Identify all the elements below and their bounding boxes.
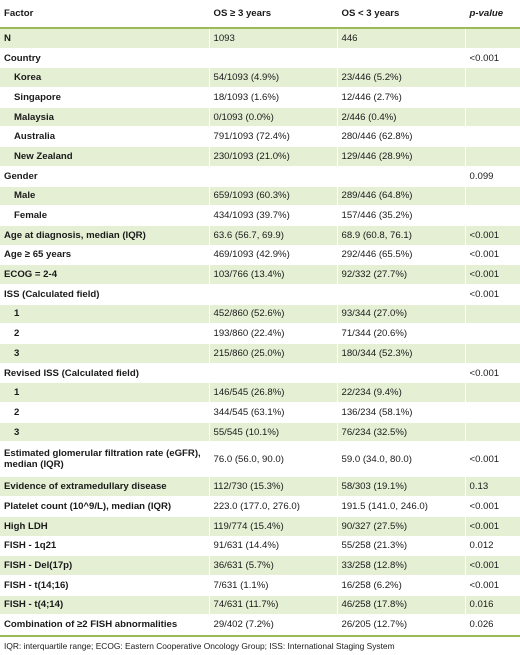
row-label: 3: [0, 422, 209, 442]
row-label: Male: [0, 186, 209, 206]
table-row: [0, 595, 520, 615]
cell-p-value: [465, 88, 520, 108]
cell-p-value: 0.012: [465, 536, 520, 556]
cell-os-ge-3-years: 469/1093 (42.9%): [209, 245, 337, 265]
table-row: [0, 615, 520, 635]
row-label: Country: [0, 48, 209, 68]
cell-os-lt-3-years: 68.9 (60.8, 76.1): [337, 225, 465, 245]
cell-p-value: <0.001: [465, 284, 520, 304]
cell-os-lt-3-years: 289/446 (64.8%): [337, 186, 465, 206]
cell-p-value: [465, 383, 520, 403]
cell-p-value: [465, 147, 520, 167]
cell-p-value: [465, 186, 520, 206]
cell-p-value: <0.001: [465, 516, 520, 536]
cell-p-value: [465, 68, 520, 88]
cell-os-lt-3-years: 129/446 (28.9%): [337, 147, 465, 167]
cell-os-ge-3-years: 1093: [209, 28, 337, 48]
row-label: Evidence of extramedullary disease: [0, 477, 209, 497]
cell-os-lt-3-years: 93/344 (27.0%): [337, 304, 465, 324]
cell-os-ge-3-years: 91/631 (14.4%): [209, 536, 337, 556]
row-label: Age at diagnosis, median (IQR): [0, 225, 209, 245]
table-row: [0, 147, 520, 167]
cell-p-value: <0.001: [465, 48, 520, 68]
cell-os-ge-3-years: 344/545 (63.1%): [209, 403, 337, 423]
cell-p-value: 0.13: [465, 477, 520, 497]
cell-p-value: [465, 304, 520, 324]
cell-p-value: <0.001: [465, 245, 520, 265]
table-row: [0, 88, 520, 108]
cell-p-value: 0.026: [465, 615, 520, 635]
table-header: [0, 0, 520, 28]
cell-os-ge-3-years: 76.0 (56.0, 90.0): [209, 442, 337, 477]
row-label: 2: [0, 324, 209, 344]
table-row: [0, 28, 520, 48]
cell-p-value: <0.001: [465, 442, 520, 477]
cell-os-lt-3-years: 76/234 (32.5%): [337, 422, 465, 442]
cell-os-lt-3-years: 180/344 (52.3%): [337, 344, 465, 364]
cell-p-value: [465, 28, 520, 48]
cell-os-ge-3-years: 215/860 (25.0%): [209, 344, 337, 364]
header-p-value: p-value: [465, 0, 520, 28]
row-label: Gender: [0, 166, 209, 186]
table-row: [0, 48, 520, 68]
cell-os-ge-3-years: 54/1093 (4.9%): [209, 68, 337, 88]
cell-p-value: 0.099: [465, 166, 520, 186]
table-row: [0, 556, 520, 576]
cell-os-lt-3-years: 58/303 (19.1%): [337, 477, 465, 497]
cell-os-lt-3-years: 71/344 (20.6%): [337, 324, 465, 344]
cell-os-lt-3-years: [337, 284, 465, 304]
cell-os-ge-3-years: 18/1093 (1.6%): [209, 88, 337, 108]
cell-os-ge-3-years: 223.0 (177.0, 276.0): [209, 497, 337, 517]
row-label: Malaysia: [0, 107, 209, 127]
table-row: [0, 304, 520, 324]
table-row: [0, 127, 520, 147]
cell-p-value: [465, 403, 520, 423]
cell-os-ge-3-years: 452/860 (52.6%): [209, 304, 337, 324]
cell-p-value: <0.001: [465, 556, 520, 576]
cell-os-lt-3-years: 157/446 (35.2%): [337, 206, 465, 226]
cell-os-lt-3-years: 90/327 (27.5%): [337, 516, 465, 536]
cell-os-ge-3-years: 146/545 (26.8%): [209, 383, 337, 403]
table-row: [0, 245, 520, 265]
table-footnote: IQR: interquartile range; ECOG: Eastern Cooperative Oncology Group; ISS: International Staging System: [0, 635, 520, 655]
cell-os-ge-3-years: 193/860 (22.4%): [209, 324, 337, 344]
table-row: [0, 575, 520, 595]
cell-os-ge-3-years: 7/631 (1.1%): [209, 575, 337, 595]
row-label: Australia: [0, 127, 209, 147]
header-factor: Factor: [0, 0, 209, 28]
cell-p-value: <0.001: [465, 497, 520, 517]
row-label: N: [0, 28, 209, 48]
cell-p-value: <0.001: [465, 575, 520, 595]
cell-os-ge-3-years: [209, 48, 337, 68]
cell-os-lt-3-years: 22/234 (9.4%): [337, 383, 465, 403]
table-row: [0, 344, 520, 364]
cell-os-ge-3-years: 659/1093 (60.3%): [209, 186, 337, 206]
cell-os-ge-3-years: 119/774 (15.4%): [209, 516, 337, 536]
cell-os-lt-3-years: [337, 363, 465, 383]
table-row: [0, 442, 520, 477]
cell-os-lt-3-years: 92/332 (27.7%): [337, 265, 465, 285]
row-label: Singapore: [0, 88, 209, 108]
cell-os-ge-3-years: 791/1093 (72.4%): [209, 127, 337, 147]
table-row: [0, 68, 520, 88]
row-label: Estimated glomerular filtration rate (eGFR), median (IQR): [0, 442, 209, 477]
header-os-ge-3-years: OS ≥ 3 years: [209, 0, 337, 28]
row-label: FISH - Del(17p): [0, 556, 209, 576]
cell-os-lt-3-years: 55/258 (21.3%): [337, 536, 465, 556]
cell-os-lt-3-years: 12/446 (2.7%): [337, 88, 465, 108]
cell-p-value: [465, 107, 520, 127]
table-body: [0, 28, 520, 634]
table-row: [0, 422, 520, 442]
header-os-lt-3-years: OS < 3 years: [337, 0, 465, 28]
cell-p-value: [465, 206, 520, 226]
row-label: Combination of ≥2 FISH abnormalities: [0, 615, 209, 635]
cell-os-ge-3-years: 74/631 (11.7%): [209, 595, 337, 615]
cell-os-ge-3-years: 55/545 (10.1%): [209, 422, 337, 442]
table-row: [0, 107, 520, 127]
cell-p-value: [465, 324, 520, 344]
cell-os-lt-3-years: 23/446 (5.2%): [337, 68, 465, 88]
table-row: [0, 403, 520, 423]
table-row: [0, 166, 520, 186]
cell-p-value: 0.016: [465, 595, 520, 615]
cell-os-ge-3-years: [209, 363, 337, 383]
cell-os-ge-3-years: 112/730 (15.3%): [209, 477, 337, 497]
cell-os-lt-3-years: [337, 48, 465, 68]
cell-os-lt-3-years: 33/258 (12.8%): [337, 556, 465, 576]
row-label: Female: [0, 206, 209, 226]
row-label: 1: [0, 304, 209, 324]
table-row: [0, 383, 520, 403]
cell-os-ge-3-years: 29/402 (7.2%): [209, 615, 337, 635]
row-label: FISH - t(14;16): [0, 575, 209, 595]
row-label: 3: [0, 344, 209, 364]
row-label: High LDH: [0, 516, 209, 536]
table-row: [0, 284, 520, 304]
cell-p-value: <0.001: [465, 363, 520, 383]
table-row: [0, 324, 520, 344]
cell-os-ge-3-years: 36/631 (5.7%): [209, 556, 337, 576]
cell-os-ge-3-years: 434/1093 (39.7%): [209, 206, 337, 226]
cell-os-ge-3-years: [209, 284, 337, 304]
cell-p-value: <0.001: [465, 225, 520, 245]
cell-os-lt-3-years: 2/446 (0.4%): [337, 107, 465, 127]
cell-p-value: [465, 422, 520, 442]
cell-os-ge-3-years: 230/1093 (21.0%): [209, 147, 337, 167]
cell-os-lt-3-years: 280/446 (62.8%): [337, 127, 465, 147]
table-row: [0, 477, 520, 497]
table-row: [0, 497, 520, 517]
cell-os-ge-3-years: 103/766 (13.4%): [209, 265, 337, 285]
row-label: 1: [0, 383, 209, 403]
cell-os-lt-3-years: [337, 166, 465, 186]
cell-os-lt-3-years: 46/258 (17.8%): [337, 595, 465, 615]
table-row: [0, 186, 520, 206]
cell-os-lt-3-years: 136/234 (58.1%): [337, 403, 465, 423]
row-label: FISH - 1q21: [0, 536, 209, 556]
cell-os-ge-3-years: 0/1093 (0.0%): [209, 107, 337, 127]
table-row: [0, 363, 520, 383]
row-label: 2: [0, 403, 209, 423]
cell-os-lt-3-years: 59.0 (34.0, 80.0): [337, 442, 465, 477]
row-label: ECOG = 2-4: [0, 265, 209, 285]
cell-os-lt-3-years: 26/205 (12.7%): [337, 615, 465, 635]
header-row: [0, 0, 520, 28]
row-label: Age ≥ 65 years: [0, 245, 209, 265]
cell-os-lt-3-years: 16/258 (6.2%): [337, 575, 465, 595]
table-row: [0, 225, 520, 245]
row-label: ISS (Calculated field): [0, 284, 209, 304]
cell-os-lt-3-years: 292/446 (65.5%): [337, 245, 465, 265]
row-label: Revised ISS (Calculated field): [0, 363, 209, 383]
row-label: Korea: [0, 68, 209, 88]
cell-os-lt-3-years: 446: [337, 28, 465, 48]
table-row: [0, 536, 520, 556]
row-label: Platelet count (10^9/L), median (IQR): [0, 497, 209, 517]
cell-p-value: <0.001: [465, 265, 520, 285]
cell-p-value: [465, 127, 520, 147]
cell-os-lt-3-years: 191.5 (141.0, 246.0): [337, 497, 465, 517]
cell-os-ge-3-years: 63.6 (56.7, 69.9): [209, 225, 337, 245]
table-row: [0, 206, 520, 226]
row-label: FISH - t(4;14): [0, 595, 209, 615]
table-row: [0, 516, 520, 536]
cell-os-ge-3-years: [209, 166, 337, 186]
cell-p-value: [465, 344, 520, 364]
table-row: [0, 265, 520, 285]
row-label: New Zealand: [0, 147, 209, 167]
